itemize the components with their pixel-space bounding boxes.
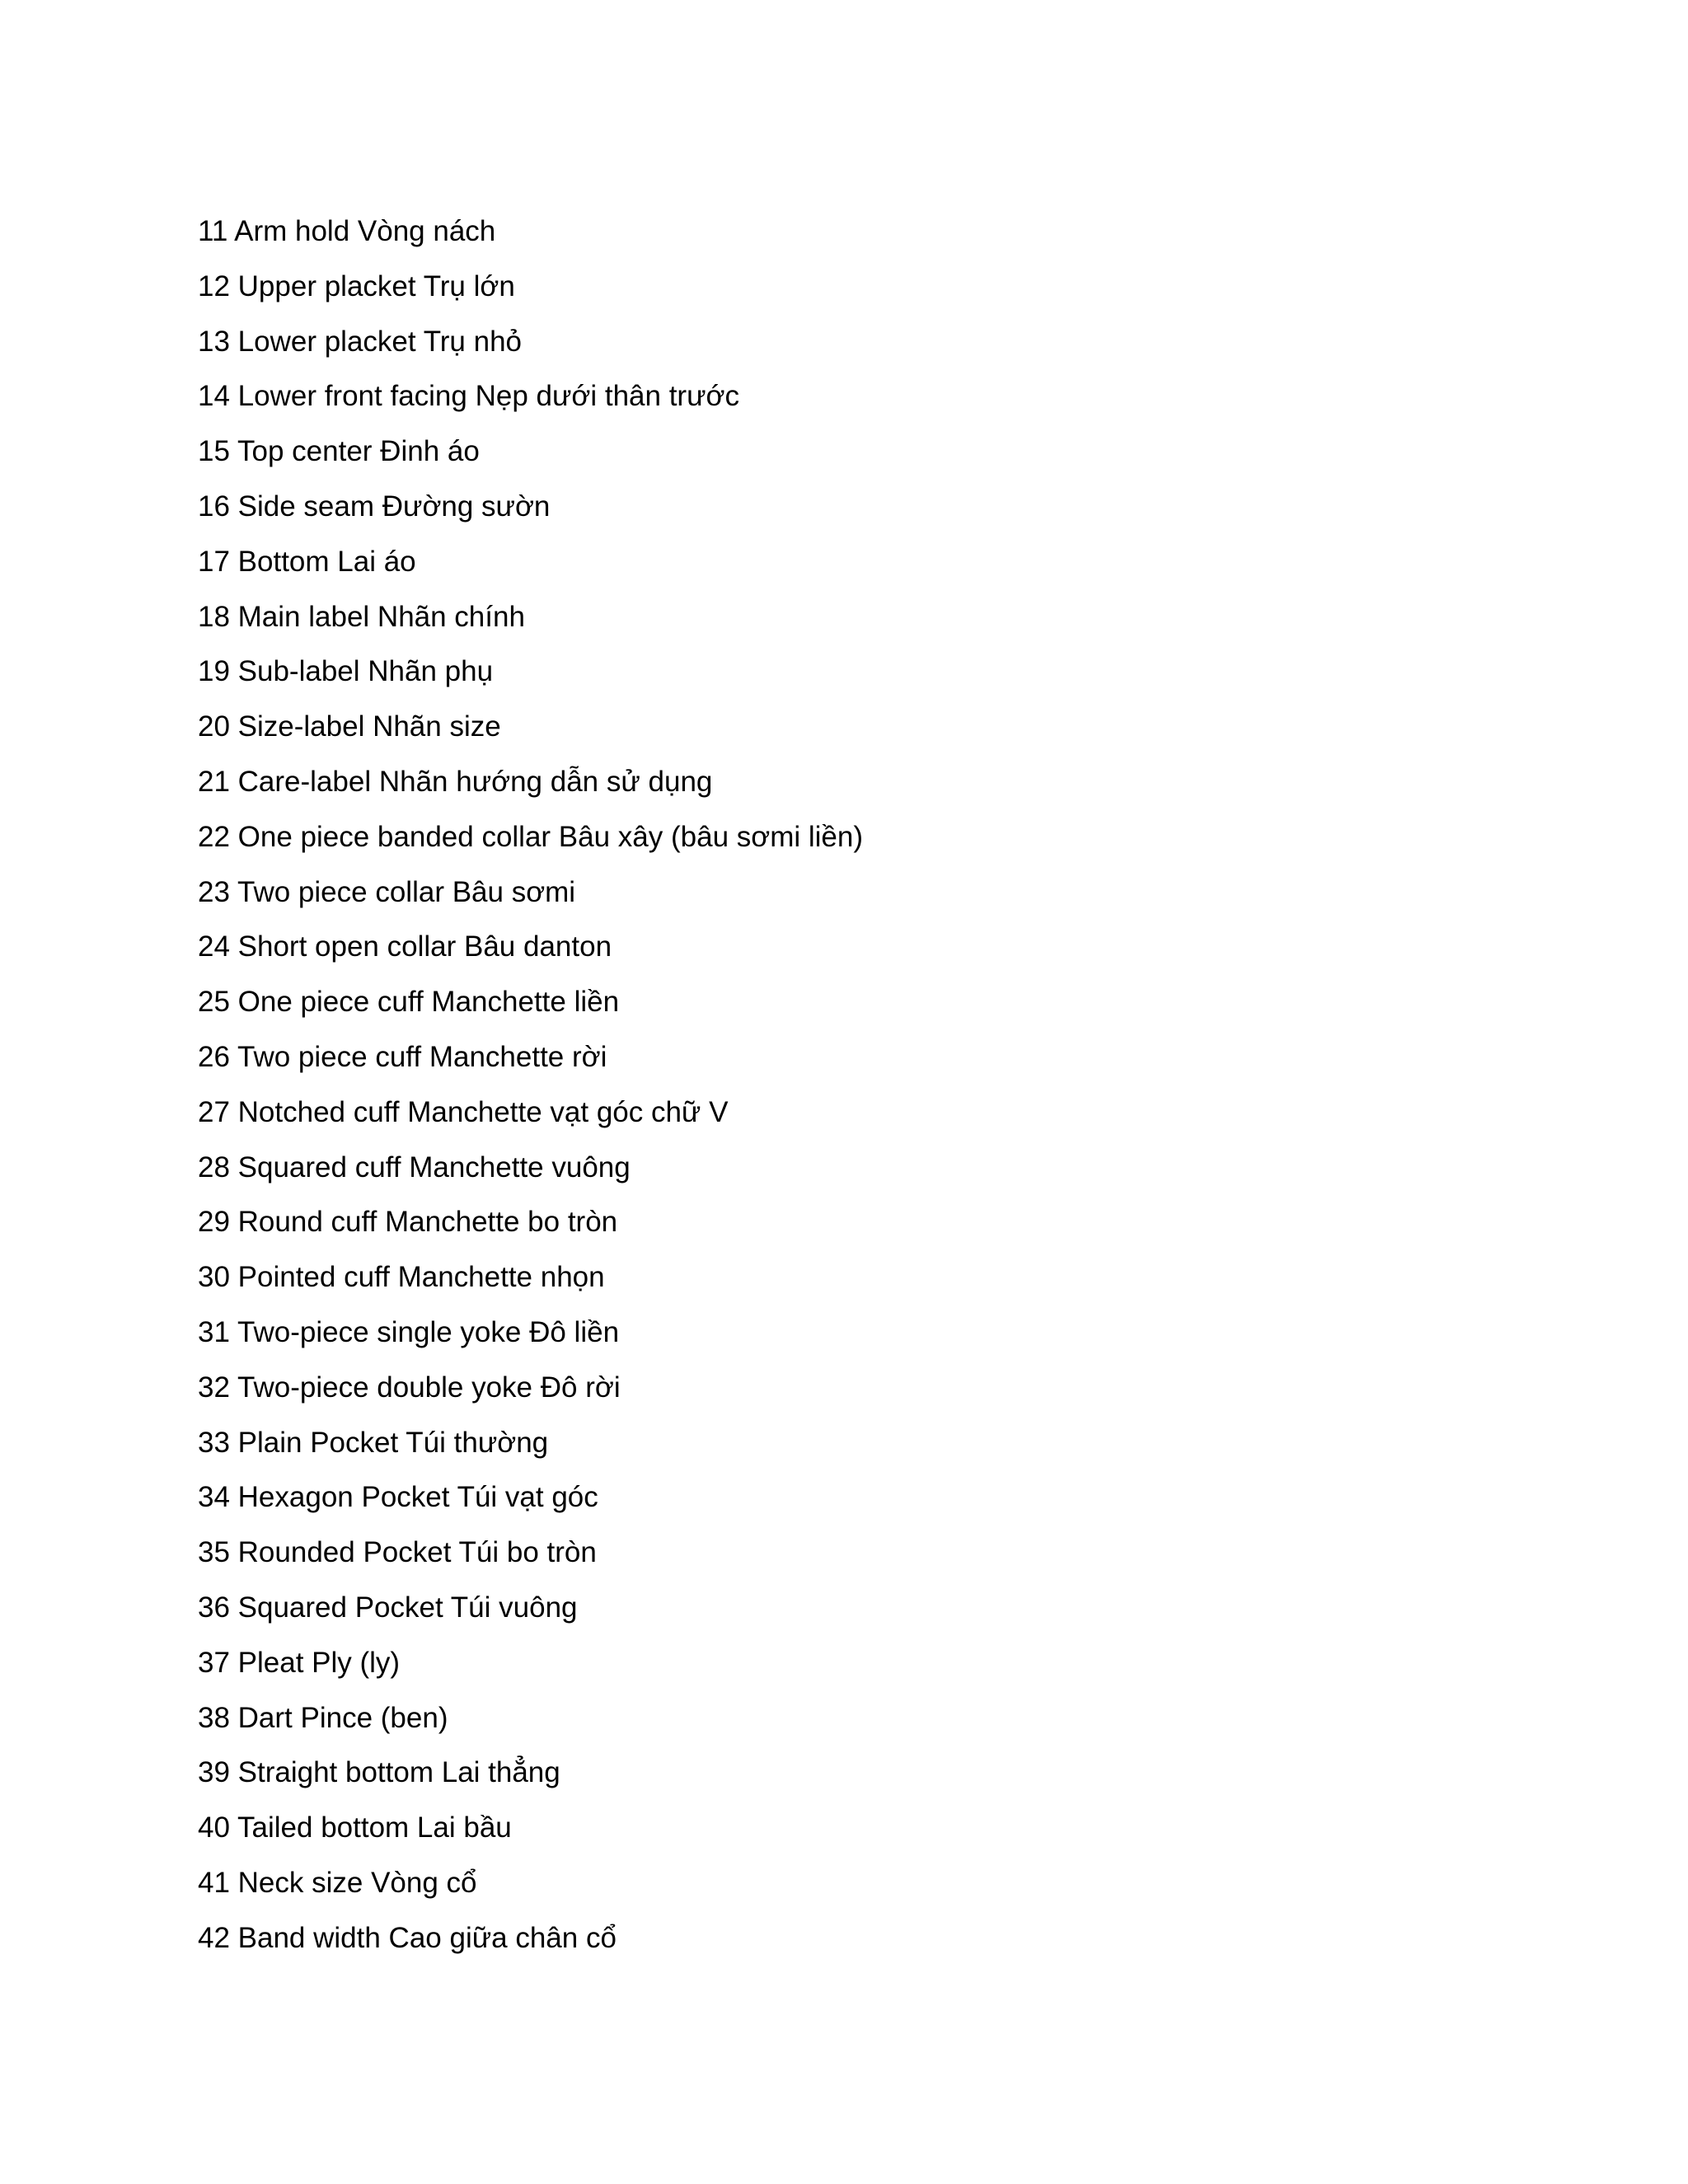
glossary-line: 32 Two-piece double yoke Đô rời [198, 1371, 621, 1404]
glossary-line: 33 Plain Pocket Túi thường [198, 1426, 549, 1459]
glossary-line: 37 Pleat Ply (ly) [198, 1646, 401, 1679]
glossary-line: 26 Two piece cuff Manchette rời [198, 1040, 607, 1073]
glossary-line: 12 Upper placket Trụ lớn [198, 269, 515, 302]
glossary-line: 36 Squared Pocket Túi vuông [198, 1591, 578, 1624]
glossary-line: 41 Neck size Vòng cổ [198, 1866, 477, 1899]
glossary-line: 14 Lower front facing Nẹp dưới thân trước [198, 380, 739, 413]
glossary-line: 38 Dart Pince (ben) [198, 1701, 448, 1734]
glossary-line: 21 Care-label Nhãn hướng dẫn sử dụng [198, 765, 713, 798]
glossary-line: 16 Side seam Đường sườn [198, 490, 551, 523]
glossary-line: 42 Band width Cao giữa chân cổ [198, 1921, 617, 1954]
glossary-line: 24 Short open collar Bâu danton [198, 930, 612, 963]
glossary-line: 15 Top center Đinh áo [198, 435, 480, 468]
glossary-line: 22 One piece banded collar Bâu xây (bâu sơmi liền) [198, 820, 864, 853]
glossary-list [198, 204, 863, 1966]
glossary-line: 23 Two piece collar Bâu sơmi [198, 875, 576, 908]
glossary-line: 20 Size-label Nhãn size [198, 710, 501, 743]
glossary-line: 28 Squared cuff Manchette vuông [198, 1151, 631, 1183]
glossary-line: 31 Two-piece single yoke Đô liền [198, 1315, 620, 1348]
glossary-line: 19 Sub-label Nhãn phụ [198, 655, 494, 688]
glossary-line: 11 Arm hold Vòng nách [198, 215, 496, 247]
glossary-line: 25 One piece cuff Manchette liền [198, 986, 620, 1019]
glossary-line: 13 Lower placket Trụ nhỏ [198, 325, 523, 358]
glossary-line: 34 Hexagon Pocket Túi vạt góc [198, 1481, 598, 1514]
glossary-line: 18 Main label Nhãn chính [198, 600, 525, 633]
glossary-line: 30 Pointed cuff Manchette nhọn [198, 1261, 605, 1294]
glossary-line: 40 Tailed bottom Lai bầu [198, 1811, 512, 1844]
glossary-line: 17 Bottom Lai áo [198, 545, 416, 578]
glossary-line: 27 Notched cuff Manchette vạt góc chữ V [198, 1095, 729, 1128]
glossary-line: 35 Rounded Pocket Túi bo tròn [198, 1536, 597, 1569]
glossary-line: 39 Straight bottom Lai thẳng [198, 1756, 560, 1789]
glossary-line: 29 Round cuff Manchette bo tròn [198, 1206, 618, 1239]
